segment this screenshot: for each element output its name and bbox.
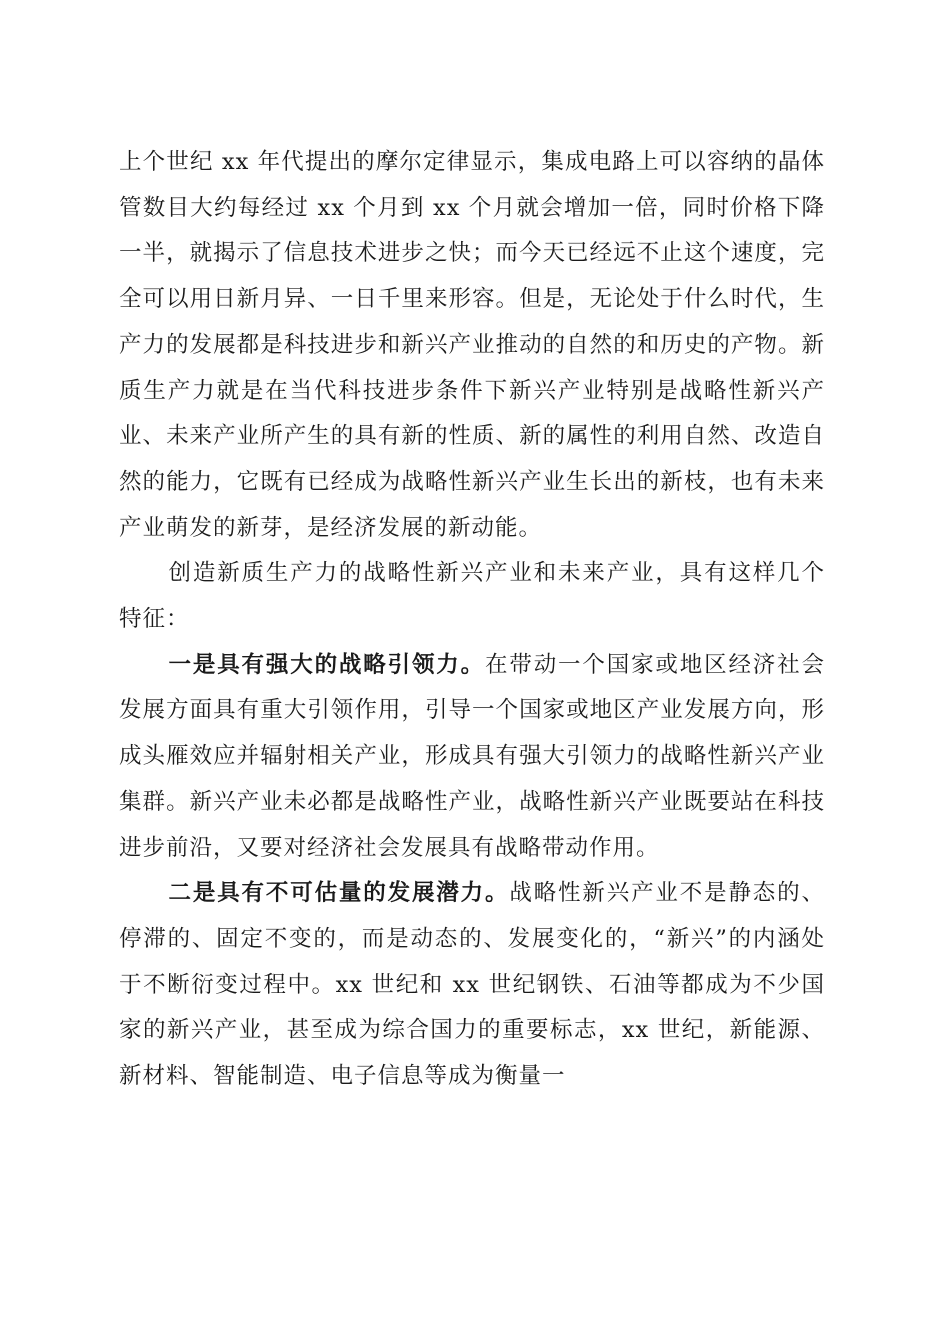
paragraph-lead: 一是具有强大的战略引领力。 bbox=[168, 651, 485, 678]
paragraph-moores-law bbox=[119, 140, 825, 551]
paragraph-text: 创造新质生产力的战略性新兴产业和未来产业，具有这样几个特征： bbox=[119, 560, 825, 633]
document-body bbox=[119, 140, 825, 1100]
paragraph-text: 战略性新兴产业不是静态的、停滞的、固定不变的，而是动态的、发展变化的，“新兴”的内涵处于不断衍变过程中。xx 世纪和 xx 世纪钢铁、石油等都成为不少国家的新兴产业，甚至成为综合国力的重要标志，xx 世纪，新能源、新材料、智能制造、电子信息等成为衡量一 bbox=[119, 880, 825, 1090]
paragraph-text: 上个世纪 xx 年代提出的摩尔定律显示，集成电路上可以容纳的晶体管数目大约每经过 xx 个月到 xx 个月就会增加一倍，同时价格下降一半，就揭示了信息技术进步之快；而今天已经远不止这个速度，完全可以用日新月异、一日千里来形容。但是，无论处于什么时代，生产力的发展都是科技进步和新兴产业推动的自然的和历史的产物。新质生产力就是在当代科技进步条件下新兴产业特别是战略性新兴产业、未来产业所产生的具有新的性质、新的属性的利用自然、改造自然的能力，它既有已经成为战略性新兴产业生长出的新枝，也有未来产业萌发的新芽，是经济发展的新动能。 bbox=[119, 149, 825, 541]
paragraph-feature-one bbox=[119, 643, 825, 872]
paragraph-lead: 二是具有不可估量的发展潜力。 bbox=[168, 880, 510, 907]
paragraph-text: 在带动一个国家或地区经济社会发展方面具有重大引领作用，引导一个国家或地区产业发展方向，形成头雁效应并辐射相关产业，形成具有强大引领力的战略性新兴产业集群。新兴产业未必都是战略性产业，战略性新兴产业既要站在科技进步前沿，又要对经济社会发展具有战略带动作用。 bbox=[119, 651, 825, 861]
paragraph-features-intro bbox=[119, 551, 825, 642]
paragraph-feature-two bbox=[119, 871, 825, 1100]
